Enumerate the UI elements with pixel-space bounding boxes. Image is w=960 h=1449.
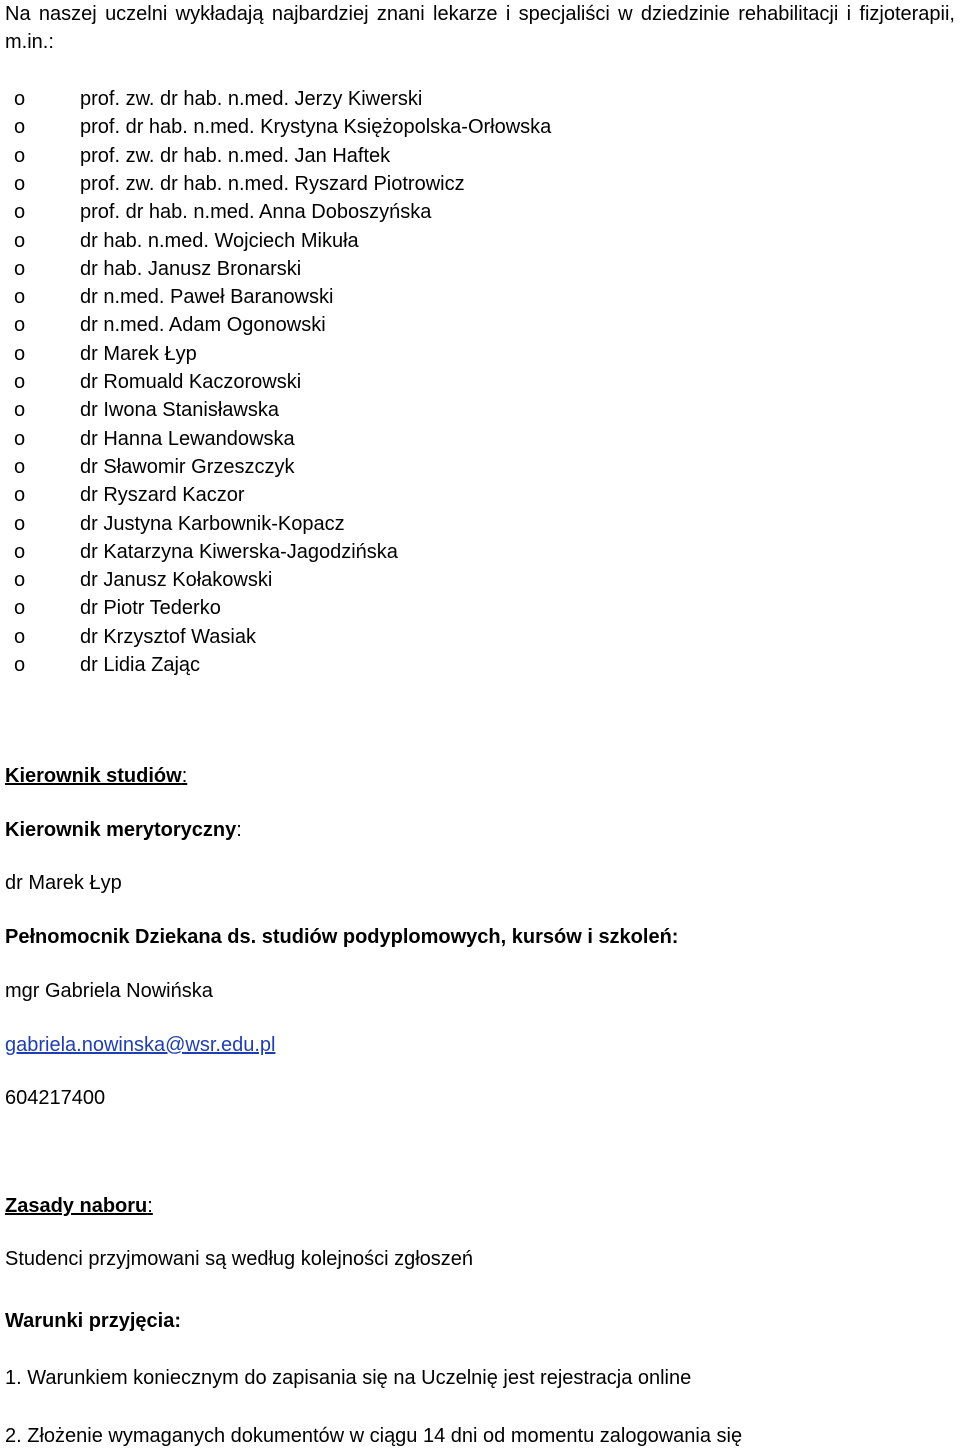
lecturer-item: dr hab. Janusz Bronarski [80,258,302,280]
lecturer-item: dr Janusz Kołakowski [80,569,273,591]
zasady-naboru-label: Zasady naboru [5,1195,148,1217]
kierownik-merytoryczny-heading [5,818,242,842]
list-bullet: o [14,428,26,450]
lecturer-item: dr Krzysztof Wasiak [80,626,256,648]
pelnomocnik-email-link[interactable]: gabriela.nowinska@wsr.edu.pl [5,1034,276,1056]
list-bullet: o [14,88,26,110]
list-bullet: o [14,541,26,563]
list-bullet: o [14,371,26,393]
list-bullet: o [14,314,26,336]
kierownik-studiow-label: Kierownik studiów [5,765,182,787]
list-bullet: o [14,116,26,138]
zasady-naboru-colon: : [147,1195,153,1217]
warunki-item: 1. Warunkiem koniecznym do zapisania się na Uczelnię jest rejestracja online [5,1367,692,1389]
lecturer-item: dr hab. n.med. Wojciech Mikuła [80,230,359,252]
list-bullet: o [14,654,26,676]
lecturer-item: dr Lidia Zając [80,654,201,676]
warunki-item: 2. Złożenie wymaganych dokumentów w ciągu 14 dni od momentu zalogowania się [5,1425,743,1447]
kierownik-merytoryczny-value: dr Marek Łyp [5,872,122,894]
list-bullet: o [14,569,26,591]
list-bullet: o [14,484,26,506]
zasady-naboru-text: Studenci przyjmowani są według kolejności zgłoszeń [5,1248,474,1270]
list-bullet: o [14,230,26,252]
list-bullet: o [14,399,26,421]
lecturer-item: dr n.med. Paweł Baranowski [80,286,334,308]
list-bullet: o [14,173,26,195]
lecturer-item: dr Hanna Lewandowska [80,428,295,450]
zasady-naboru-heading [5,1194,153,1218]
lecturer-item: dr Ryszard Kaczor [80,484,245,506]
kierownik-merytoryczny-colon: : [236,819,242,841]
lecturer-item: dr Justyna Karbownik-Kopacz [80,513,345,535]
lecturer-item: dr n.med. Adam Ogonowski [80,314,326,336]
list-bullet: o [14,597,26,619]
pelnomocnik-name: mgr Gabriela Nowińska [5,980,213,1002]
lecturer-item: prof. dr hab. n.med. Krystyna Księżopolska-Orłowska [80,116,552,138]
list-bullet: o [14,513,26,535]
lecturer-item: dr Katarzyna Kiwerska-Jagodzińska [80,541,398,563]
lecturer-item: dr Romuald Kaczorowski [80,371,302,393]
lecturer-item: prof. zw. dr hab. n.med. Jan Haftek [80,145,391,167]
list-bullet: o [14,626,26,648]
list-bullet: o [14,145,26,167]
lecturer-item: dr Marek Łyp [80,343,197,365]
list-bullet: o [14,456,26,478]
intro-paragraph: Na naszej uczelni wykładają najbardziej znani lekarze i specjaliści w dziedzinie rehabilitacji i fizjoterapii, m.in.: [5,3,955,53]
lecturer-item: dr Iwona Stanisławska [80,399,279,421]
lecturer-item: prof. dr hab. n.med. Anna Doboszyńska [80,201,432,223]
lecturer-item: dr Piotr Tederko [80,597,221,619]
list-bullet: o [14,201,26,223]
lecturer-item: prof. zw. dr hab. n.med. Jerzy Kiwerski [80,88,423,110]
list-bullet: o [14,343,26,365]
kierownik-studiow-heading [5,764,187,788]
list-bullet: o [14,258,26,280]
kierownik-studiow-colon: : [181,765,188,787]
lecturer-item: prof. zw. dr hab. n.med. Ryszard Piotrowicz [80,173,465,195]
lecturer-item: dr Sławomir Grzeszczyk [80,456,295,478]
list-bullet: o [14,286,26,308]
pelnomocnik-heading: Pełnomocnik Dziekana ds. studiów podyplomowych, kursów i szkoleń: [5,926,679,948]
kierownik-merytoryczny-label: Kierownik merytoryczny [5,819,237,841]
warunki-heading: Warunki przyjęcia: [5,1310,181,1332]
pelnomocnik-phone: 604217400 [5,1087,106,1109]
